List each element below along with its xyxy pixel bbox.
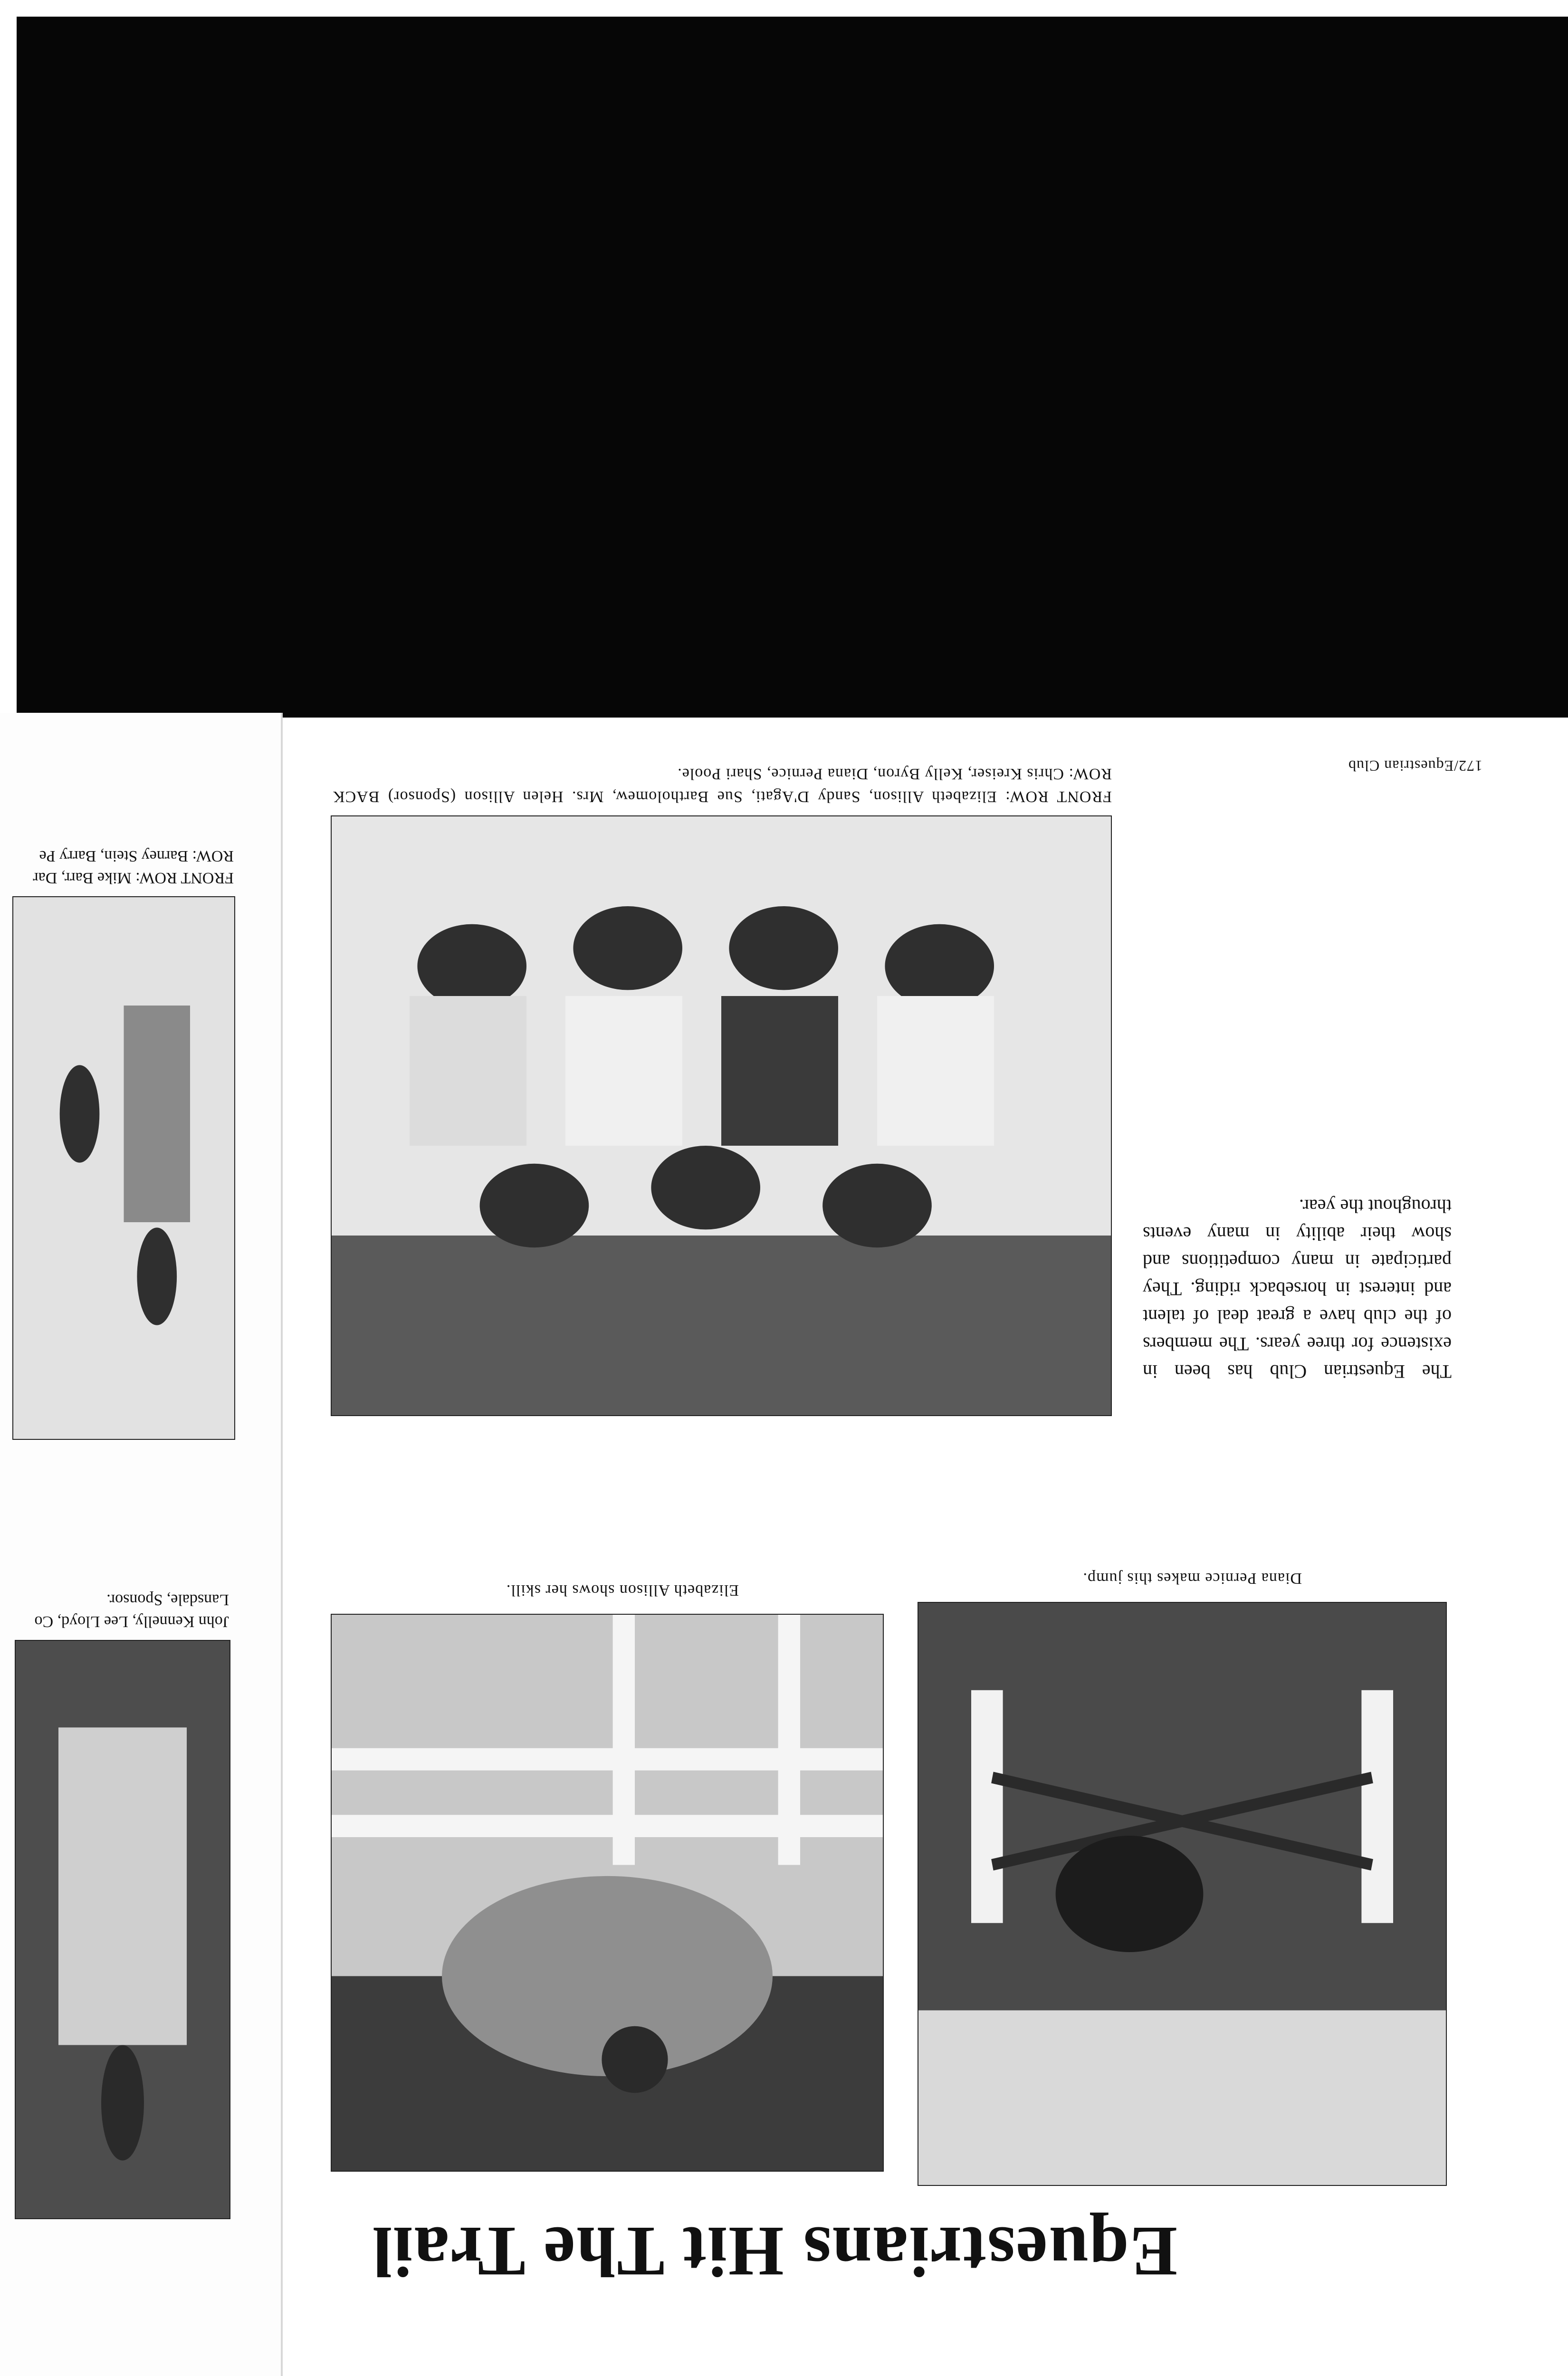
jump-caption: Diana Pernice makes this jump. [1082,1570,1302,1587]
skill-caption: Elizabeth Allison shows her skill. [506,1581,739,1599]
adjacent-caption-top [35,1589,229,1632]
club-description: The Equestrian Club has been in existence for three years. The members of the club have a great deal of talent and interest in horseback riding. They participate in many competitions and show their ability in many events throughout the year. [1143,1196,1452,1382]
adjacent-caption-top-line1: John Kennelly, Lee Lloyd, Co [34,1613,229,1630]
adjacent-person-photo [15,1640,230,2219]
horse-jump-photo [918,1602,1447,2186]
group-caption: FRONT ROW: Elizabeth Allison, Sandy D'Agati, Sue Bartholomew, Mrs. Helen Allison (Sponsor) BACK ROW: Chris Kreiser, Kelly Byron, Diana Pernice, Shari Poole. [333,765,1112,805]
adjacent-caption-bottom-line1: FRONT ROW: Mike Barr, Dar [33,869,234,887]
page-title: Equestrians Hit The Trail [371,2212,1178,2291]
adjacent-caption-top-line2: Lansdale, Sponsor. [106,1591,229,1609]
page-number-footer: 172/Equestrian Club [1348,757,1482,775]
adjacent-group-photo [12,896,235,1440]
horse-skill-photo [331,1614,884,2172]
adjacent-caption-bottom-line2: ROW: Barney Stein, Barry Pe [39,847,234,865]
club-group-photo [331,815,1112,1416]
adjacent-caption-bottom [33,845,234,889]
scan-black-region [17,17,1568,718]
